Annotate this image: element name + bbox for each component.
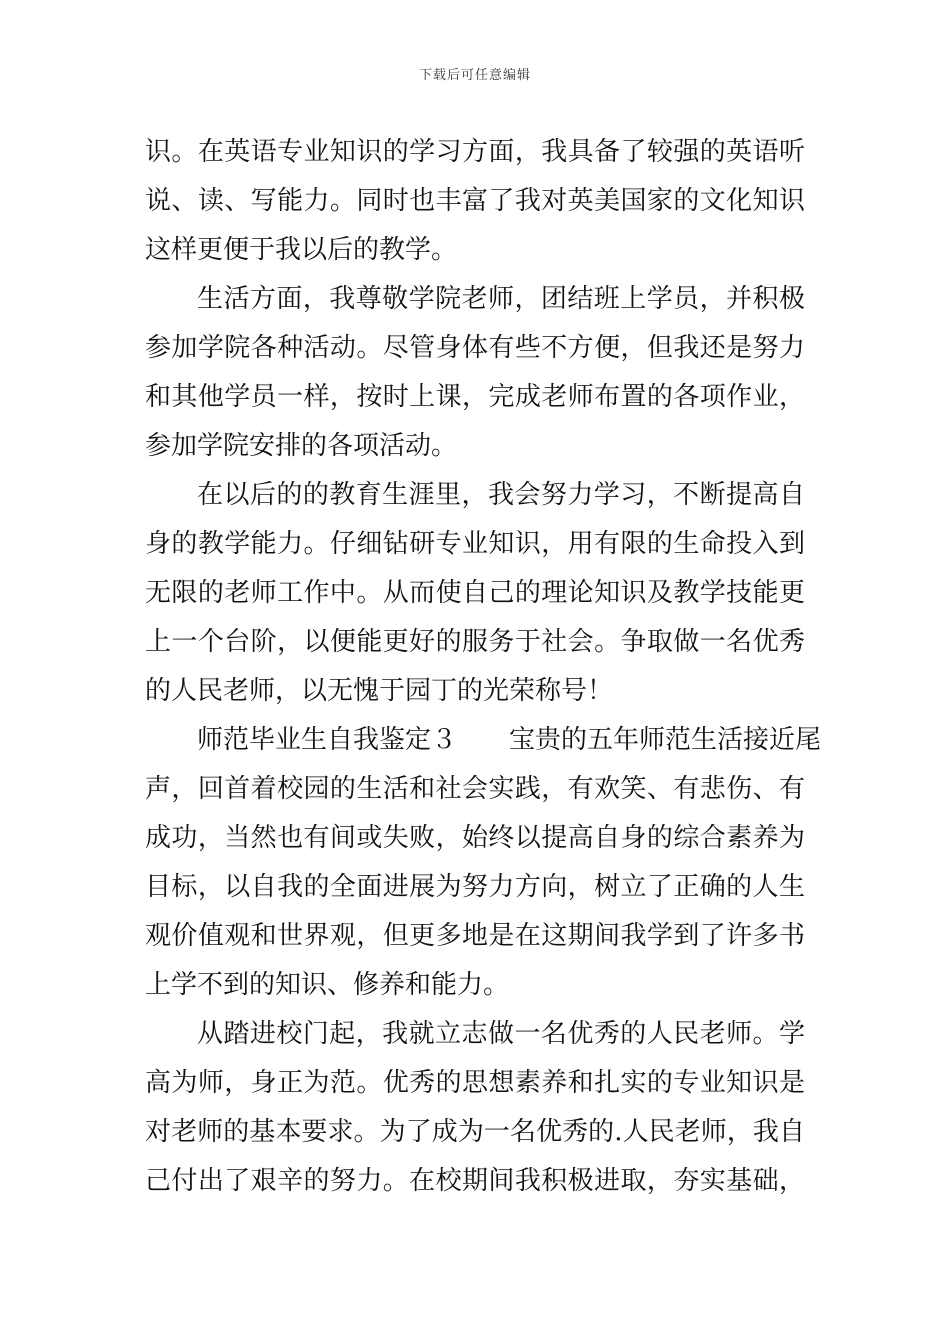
text-line: 师范毕业生自我鉴定３ 宝贵的五年师范生活接近尾 — [197, 725, 822, 755]
text-line: 的人民老师，以无愧于园丁的光荣称号！ — [145, 676, 614, 706]
text-line: 目标，以自我的全面进展为努力方向，树立了正确的人生 — [145, 872, 805, 902]
text-line: 无限的老师工作中。从而使自己的理论知识及教学技能更 — [145, 578, 805, 608]
text-line: 高为师，身正为范。优秀的思想素养和扎实的专业知识是 — [145, 1068, 805, 1098]
header-note: 下载后可任意编辑 — [418, 68, 531, 83]
text-line: 说、读、写能力。同时也丰富了我对英美国家的文化知识 — [145, 186, 805, 216]
paragraph-2 — [145, 275, 805, 471]
text-line: 身的教学能力。仔细钻研专业知识，用有限的生命投入到 — [145, 529, 805, 559]
text-line: 成功，当然也有间或失败，始终以提高自身的综合素养为 — [145, 823, 805, 853]
text-line: 观价值观和世界观，但更多地是在这期间我学到了许多书 — [145, 921, 805, 951]
text-line: 声，回首着校园的生活和社会实践，有欢笑、有悲伤、有 — [145, 774, 805, 804]
paragraph-3 — [145, 471, 805, 716]
text-line: 从踏进校门起，我就立志做一名优秀的人民老师。学 — [197, 1019, 805, 1049]
text-line: 和其他学员一样，按时上课，完成老师布置的各项作业， — [145, 382, 805, 412]
text-line: 上学不到的知识、修养和能力。 — [145, 970, 510, 1000]
document-body — [145, 128, 822, 1206]
text-line: 对老师的基本要求。为了成为一名优秀的.人民老师，我自 — [145, 1117, 805, 1147]
text-line: 在以后的的教育生涯里，我会努力学习，不断提高自 — [197, 480, 805, 510]
text-line: 参加学院安排的各项活动。 — [145, 431, 458, 461]
paragraph-1 — [145, 128, 805, 275]
text-line: 这样更便于我以后的教学。 — [145, 235, 458, 265]
text-line: 生活方面，我尊敬学院老师，团结班上学员，并积极 — [197, 284, 805, 314]
text-line: 上一个台阶，以便能更好的服务于社会。争取做一名优秀 — [145, 627, 805, 657]
paragraph-5 — [145, 1010, 805, 1206]
text-line: 己付出了艰辛的努力。在校期间我积极进取，夯实基础， — [145, 1166, 805, 1196]
paragraph-4 — [145, 716, 822, 1010]
text-line: 识。在英语专业知识的学习方面，我具备了较强的英语听 — [145, 137, 805, 167]
text-line: 参加学院各种活动。尽管身体有些不方便，但我还是努力 — [145, 333, 805, 363]
